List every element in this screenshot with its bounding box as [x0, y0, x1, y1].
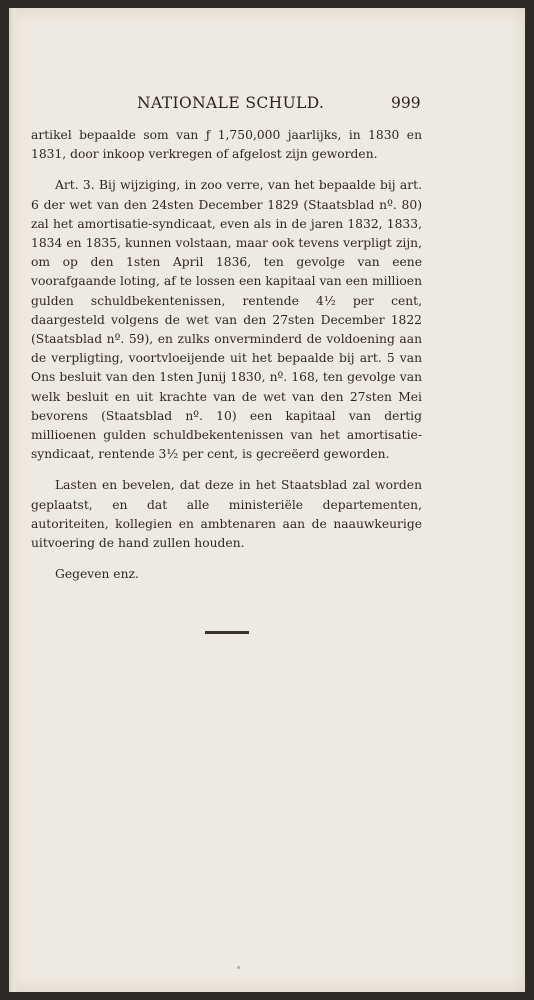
body-text: [31, 126, 422, 596]
paragraph-enactment: Lasten en bevelen, dat deze in het Staatsblad zal worden geplaatst, en dat alle ministeriële departementen, autoriteiten, kollegien en ambtenaren aan de naauwkeurige uitvoering de hand zullen houden.: [31, 478, 422, 551]
running-title: NATIONALE SCHULD.: [137, 94, 325, 112]
paper-speck: [237, 966, 240, 969]
book-page: [9, 8, 525, 992]
page-gutter: [9, 8, 15, 992]
paragraph-closing: Gegeven enz.: [55, 567, 139, 582]
paragraph-continuation: artikel bepaalde som van ƒ 1,750,000 jaarlijks, in 1830 en 1831, door inkoop verkregen of afgelost zijn geworden.: [31, 128, 422, 162]
page-number: 999: [391, 94, 421, 112]
paragraph-article-3: Art. 3. Bij wijziging, in zoo verre, van het bepaalde bij art. 6 der wet van den 24sten December 1829 (Staatsblad nº. 80) zal het amortisatie-syndicaat, even als in de jaren 1832, 1833, 1834 en 1835, kunnen volstaan, maar ook tevens verpligt zijn, om op den 1sten April 1836, ten gevolge van eene voorafgaande loting, af te lossen een kapitaal van een millioen gulden schuldbekentenissen, rentende 4½ per cent, daargesteld volgens de wet van den 27sten December 1822 (Staatsblad nº. 59), en zulks onverminderd de voldoening aan de verpligting, voortvloeijende uit het bepaalde bij art. 5 van Ons besluit van den 1sten Junij 1830, nº. 168, ten gevolge van welk besluit en uit krachte van de wet van den 27sten Mei bevorens (Staatsblad nº. 10) een kapitaal van dertig millioenen gulden schuldbekentenissen van het amortisatie-syndicaat, rentende 3½ per cent, is gecreëerd geworden.: [31, 178, 422, 462]
end-rule: [205, 631, 249, 634]
page-header: [9, 94, 525, 118]
